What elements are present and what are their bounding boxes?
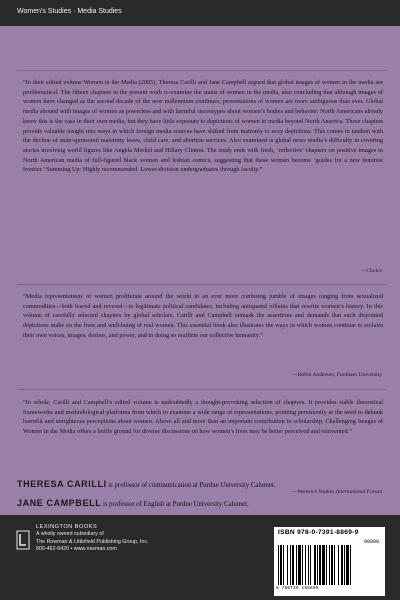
divider: [17, 284, 386, 285]
author-bios: [17, 479, 387, 517]
publisher-info: [36, 524, 186, 553]
author-description: is professor of English at Purdue University Calumet.: [102, 501, 249, 508]
review-quote-1: “In their edited volume Women in the Media (2005), Theresa Carilli and Jane Campbell argued that global images of women in the media are problematical. The fifteen chapters in the present work re-examine the status of women in the media, also concluding that although images of women have changed as the second decade of the new millennium continues, presentations of women are more ambiguous than ever. Global media abound with images of women as powerless and with harmful stereotypes about women’s bodies and behavior. North Americans already know this is the case in their own media, but they have little exposure to depictions of women in media beyond North America. These chapters provide valuable insight into ways in which foreign media sources have shifted from matronly to sexy depictions. This comes in tandem with the decline of state-sponsored maternity leave, child care, and abortion services. Also examined is global news media’s difficulty in covering stories involving world figures like Angela Merkel and Hillary Clinton. The study ends with fresh, ‘reflective’ chapters on positive images in North American media of full-figured black women and lesbian comics, suggesting that these women become ‘guides for a new feminist frontier.’ Summing Up: Highly recommended. Lower-division undergraduates through faculty.”: [23, 79, 383, 174]
barcode-icon: [278, 545, 381, 585]
review-attribution-2: —Robin Andersen, Fordham University: [292, 372, 382, 378]
publisher-name: LEXINGTON BOOKS: [36, 524, 98, 530]
divider: [17, 70, 386, 71]
publisher-contact: 800-462-6420 • www.rowman.com: [36, 545, 117, 552]
price-code: 90000: [363, 539, 379, 545]
review-quote-2: “Media representations of women proliferate around the world in an ever more confusing jumble of images ranging from sexualized commodities—both feared and revered—to legitimate political candidates, including antiquated villains that rewrite women’s history. In this volume of carefully selected chapters by global scholars, Carilli and Campbell unmask the assertions and demands that such disjointed depictions make on the lives and well-being of real women. This essential book also illustrates the ways in which women continue to reclaim their own voices, images, desires, and power, and in doing so reaffirm our collective humanity.”: [23, 293, 383, 339]
author-name: JANE CAMPBELL: [17, 498, 102, 508]
footer-bar: [0, 515, 400, 600]
author-name: THERESA CARILLI: [17, 479, 107, 489]
back-cover-body: [0, 26, 400, 515]
category-label: Women's Studies · Media Studies: [17, 8, 122, 15]
review-quote-3: “In whole, Carilli and Campbell’s edited volume is undoubtedly a thought-provoking selection of chapters. It provides stable theoretical frameworks and methodological platforms from which to examine a wide range of representations, pointing persistently at the need to debunk harmful and unrighteous perceptions about women. Above all and more than an important contribution to scholarship, Challenging Images of Women in the Media offers a fertile ground for diverse discussions on how women’s lives may be better perceived and reinvented.”: [23, 399, 383, 436]
publisher-logo-icon: [16, 530, 30, 550]
publisher-line: A wholly owned subsidiary of: [36, 531, 104, 538]
publisher-line: The Rowman & Littlefield Publishing Group, Inc.: [36, 538, 149, 545]
isbn-label: ISBN 978-0-7391-8869-9: [278, 529, 359, 536]
barcode-digits: 9 780739 188699: [276, 586, 319, 591]
header-bar: [0, 0, 400, 26]
review-attribution-3: —Women’s Studies International Forum: [292, 489, 382, 495]
divider: [17, 389, 386, 390]
barcode-panel: [274, 527, 385, 596]
review-attribution-1: —Choice: [361, 268, 382, 274]
author-bio-1: [17, 479, 387, 498]
author-description: is professor of communication at Purdue University Calumet.: [108, 482, 276, 489]
